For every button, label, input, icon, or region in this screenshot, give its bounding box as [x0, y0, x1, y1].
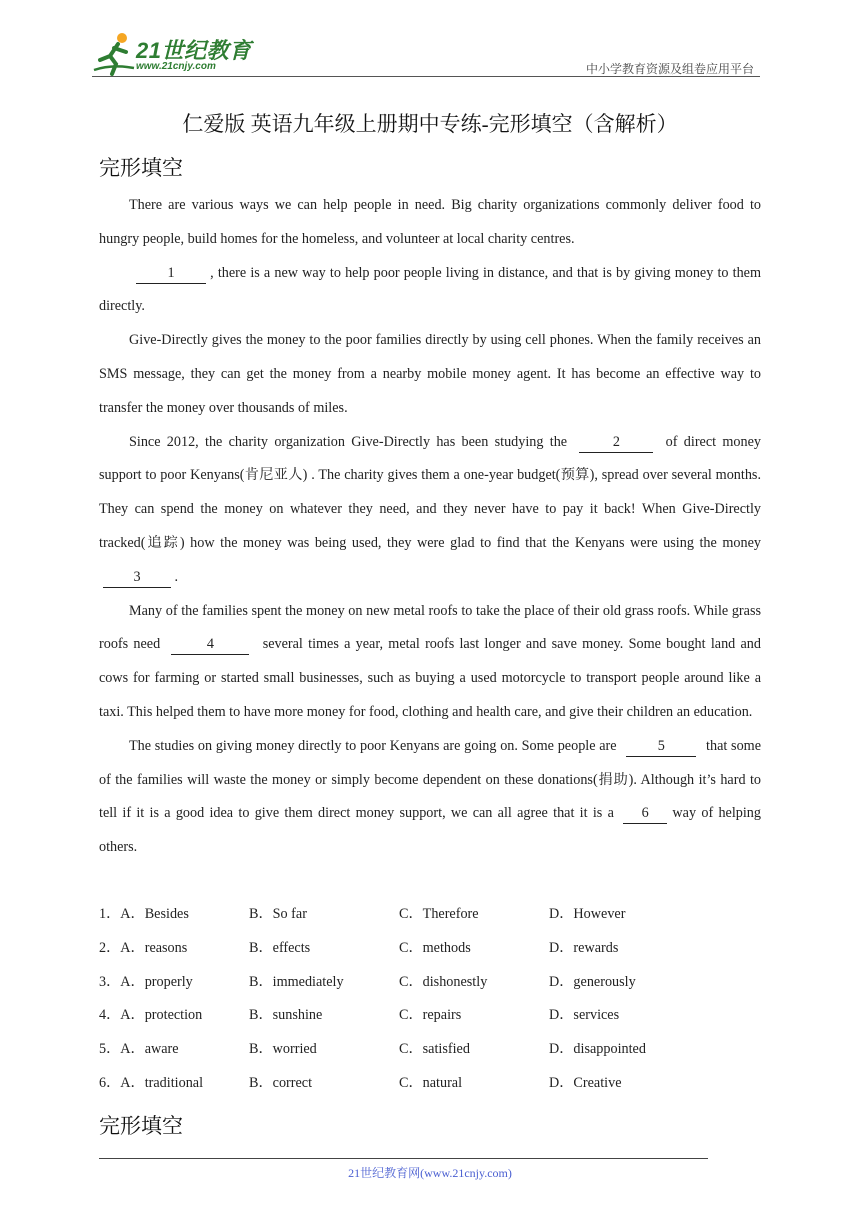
- blank-3: 3: [103, 567, 171, 588]
- question-row-5: [99, 1033, 761, 1067]
- option-c: C．Therefore: [399, 906, 479, 922]
- paragraph-4-text-b: of direct money support to poor Kenyans(肯尼亚人) . The charity gives them a one-year budget(预算), spread over several months. They can spend the money on whatever they need, and they never have to pay it back! When Give-Directly tracked(追踪) how the money was being used, they were glad to find that the Kenyans were using the money: [99, 433, 761, 551]
- logo-sub-text: www.21cnjy.com: [136, 61, 216, 72]
- option-c: C．dishonestly: [399, 973, 488, 990]
- paragraph-4-text-a: Since 2012, the charity organization Give-Directly has been studying the: [129, 433, 574, 450]
- paragraph-5-text-a: Many of the families spent the money on new metal roofs to take the place of their old grass roofs. While grass roofs need: [99, 602, 761, 653]
- paragraph-6-end: way of helping others.: [99, 805, 761, 856]
- option-b: B．worried: [249, 1041, 317, 1058]
- question-row-6: [99, 1067, 761, 1101]
- option-b: B．effects: [249, 939, 311, 956]
- page-footer: 21世纪教育网(www.21cnjy.com): [348, 1166, 512, 1180]
- question-row-1: [99, 898, 761, 932]
- option-d: D．disappointed: [549, 1041, 646, 1058]
- option-a: 5．A．aware: [99, 1041, 179, 1058]
- option-d: D．However: [549, 906, 626, 922]
- option-c: C．repairs: [399, 1007, 462, 1024]
- section-title-2: 完形填空: [99, 1114, 183, 1138]
- header-divider: [92, 76, 760, 77]
- question-row-3: [99, 966, 761, 1000]
- option-c: C．natural: [399, 1074, 463, 1091]
- blank-4: 4: [171, 634, 249, 655]
- paragraph-6: [99, 730, 761, 865]
- site-logo: [92, 30, 272, 78]
- runner-logo-icon: [92, 30, 136, 78]
- option-a: 1．A．Besides: [99, 906, 189, 922]
- paragraph-2: [99, 257, 761, 325]
- paragraph-3: Give-Directly gives the money to the poor families directly by using cell phones. When the family receives an SMS message, they can get the money from a nearby mobile money agent. It has become an effective way to transfer the money over thousands of miles.: [99, 332, 761, 416]
- question-options: [99, 898, 761, 1101]
- paragraph-4-end: .: [171, 568, 179, 585]
- question-row-4: [99, 999, 761, 1033]
- option-b: B．sunshine: [249, 1007, 323, 1024]
- option-d: D．services: [549, 1007, 620, 1024]
- option-a: 2．A．reasons: [99, 939, 188, 956]
- blank-5: 5: [626, 736, 696, 757]
- option-d: D．generously: [549, 973, 636, 990]
- option-b: B．correct: [249, 1074, 313, 1091]
- passage: [99, 189, 761, 865]
- question-row-2: [99, 932, 761, 966]
- platform-name: 中小学教育资源及组卷应用平台: [585, 62, 754, 76]
- option-d: D．rewards: [549, 939, 619, 956]
- paragraph-6-text-a: The studies on giving money directly to poor Kenyans are going on. Some people are: [129, 737, 621, 754]
- paragraph-5-text-b: several times a year, metal roofs last longer and save money. Some bought land and cows for farming or started small businesses, such as buying a used motorcycle to transport people around like a taxi. This helped them to have more money for food, clothing and health care, and give their children an education.: [99, 636, 761, 720]
- paragraph-5: [99, 595, 761, 730]
- paragraph-4: [99, 426, 761, 595]
- logo-main-text: 21世纪教育: [136, 38, 252, 63]
- blank-1: 1: [136, 263, 206, 284]
- document-title: 仁爱版 英语九年级上册期中专练-完形填空（含解析）: [182, 112, 678, 136]
- option-b: B．immediately: [249, 973, 344, 990]
- option-a: 3．A．properly: [99, 973, 193, 990]
- blank-2: 2: [579, 432, 653, 453]
- page-header: [92, 30, 760, 80]
- option-c: C．methods: [399, 939, 471, 956]
- paragraph-1: There are various ways we can help people in need. Big charity organizations commonly deliver food to hungry people, build homes for the homeless, and volunteer at local charity centres.: [99, 197, 761, 247]
- paragraph-6-text-b: that some of the families will waste the money or simply become dependent on these donations(捐助). Although it’s hard to tell if it is a good idea to give them direct money support, we can all agree that it is a: [99, 737, 761, 822]
- section-title: 完形填空: [99, 156, 183, 180]
- option-c: C．satisfied: [399, 1041, 470, 1058]
- footer-divider: [99, 1158, 708, 1159]
- option-b: B．So far: [249, 906, 307, 922]
- option-a: 6．A．traditional: [99, 1074, 204, 1091]
- blank-6: 6: [623, 803, 667, 824]
- paragraph-2-text: , there is a new way to help poor people living in distance, and that is by giving money to them directly.: [99, 264, 761, 315]
- option-a: 4．A．protection: [99, 1007, 203, 1024]
- option-d: D．Creative: [549, 1074, 622, 1091]
